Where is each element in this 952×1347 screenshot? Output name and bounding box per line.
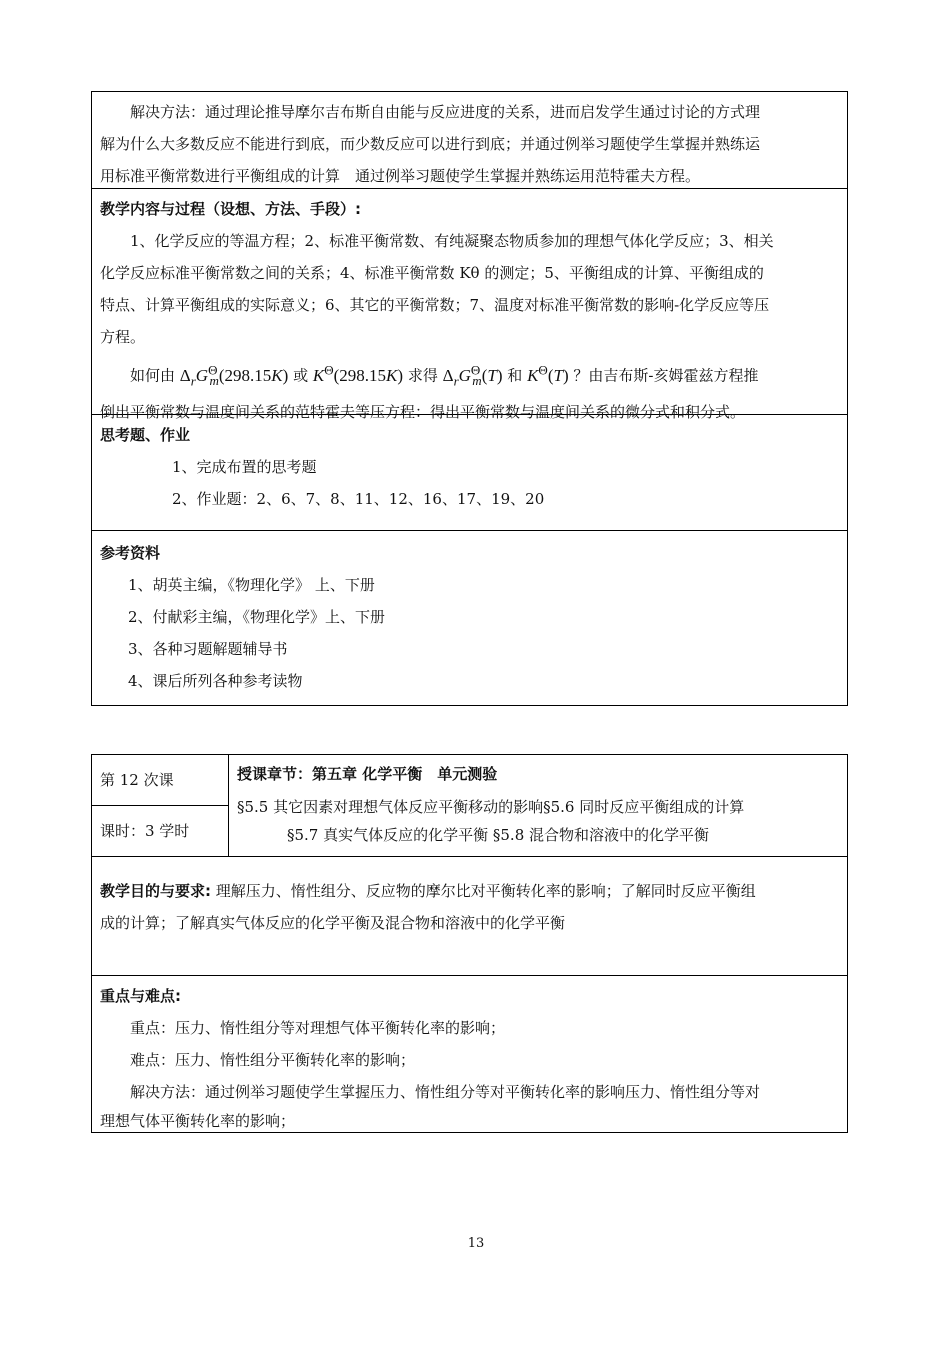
reference-item: 3、各种习题解题辅导书	[128, 640, 288, 658]
goals-label: 教学目的与要求:	[100, 882, 211, 900]
lesson-header	[92, 755, 847, 857]
content-line: 倒出平衡常数与温度间关系的范特霍夫等压方程：得出平衡常数与温度间关系的微分式和积分式。	[100, 403, 746, 422]
content-line: 化学反应标准平衡常数之间的关系；4、标准平衡常数 Kθ 的测定；5、平衡组成的计算、平衡组成的	[100, 264, 764, 282]
homework-heading: 思考题、作业	[100, 426, 191, 444]
goals-text: 理解压力、惰性组分、反应物的摩尔比对平衡转化率的影响；了解同时反应平衡组	[211, 882, 756, 900]
content-line: 特点、计算平衡组成的实际意义；6、其它的平衡常数；7、温度对标准平衡常数的影响-化学反应等压	[100, 296, 770, 314]
homework-item: 1、完成布置的思考题	[172, 458, 317, 476]
references-section	[92, 531, 847, 705]
key-points-section	[92, 976, 847, 1132]
key-point-line: 难点：压力、惰性组分平衡转化率的影响；	[130, 1051, 416, 1069]
references-heading: 参考资料	[100, 544, 161, 562]
method-section	[92, 92, 847, 189]
lesson-plan-table-1	[91, 91, 848, 706]
lesson-plan-table-2	[91, 754, 848, 1133]
formula-line: 如何由 $\Delta_rG^\Theta_m(298.15K)$ 或 $K^\Theta(298.15K)$ 求得 $\Delta_rG^\Theta_m(T)$ 和 $K^\Theta(T)$ ？由吉布斯-亥姆霍兹方程推	[130, 362, 759, 389]
method-line: 用标准平衡常数进行平衡组成的计算 通过例举习题使学生掌握并熟练运用范特霍夫方程。	[100, 167, 701, 185]
key-points-heading: 重点与难点:	[100, 987, 181, 1005]
section-line: §5.7 真实气体反应的化学平衡 §5.8 混合物和溶液中的化学平衡	[287, 826, 710, 844]
goals-text: 成的计算；了解真实气体反应的化学平衡及混合物和溶液中的化学平衡	[100, 914, 566, 932]
homework-section	[92, 415, 847, 531]
method-line: 解决方法：通过理论推导摩尔吉布斯自由能与反应进度的关系，进而启发学生通过讨论的方式理	[130, 103, 761, 121]
formula-k-298: $K^\Theta(298.15K)$	[312, 362, 404, 385]
reference-item: 2、付献彩主编，《物理化学》上、下册	[128, 608, 386, 626]
key-point-line: 解决方法：通过例举习题使学生掌握压力、惰性组分等对平衡转化率的影响压力、惰性组分等对	[130, 1083, 761, 1101]
chapter-title: 授课章节：第五章 化学平衡 单元测验	[237, 765, 498, 783]
goals-section	[92, 857, 847, 976]
content-section	[92, 189, 847, 422]
formula-k-t: $K^\Theta(T)$	[527, 362, 569, 385]
key-point-line: 理想气体平衡转化率的影响；	[100, 1112, 296, 1130]
page-number: 13	[467, 1236, 485, 1251]
reference-item: 1、胡英主编，《物理化学》 上、下册	[128, 576, 375, 594]
content-line: 1、化学反应的等温方程；2、标准平衡常数、有纯凝聚态物质参加的理想气体化学反应；3、相关	[130, 232, 774, 250]
formula-delta-g-t: $\Delta_rG^\Theta_m(T)$	[442, 362, 503, 389]
homework-item: 2、作业题：2、6、7、8、11、12、16、17、19、20	[172, 490, 545, 508]
lesson-number: 第 12 次课	[92, 755, 228, 806]
formula-delta-g-298: $\Delta_rG^\Theta_m(298.15K)$	[179, 362, 289, 389]
section-line: §5.5 其它因素对理想气体反应平衡移动的影响§5.6 同时反应平衡组成的计算	[237, 798, 745, 816]
key-point-line: 重点：压力、惰性组分等对理想气体平衡转化率的影响；	[130, 1019, 506, 1037]
method-line: 解为什么大多数反应不能进行到底，而少数反应可以进行到底；并通过例举习题使学生掌握并熟练运	[100, 135, 761, 153]
content-line: 方程。	[100, 328, 146, 346]
lesson-hours: 课时：3 学时	[100, 822, 190, 840]
content-heading: 教学内容与过程（设想、方法、手段）:	[100, 200, 362, 218]
reference-item: 4、课后所列各种参考读物	[128, 672, 303, 690]
